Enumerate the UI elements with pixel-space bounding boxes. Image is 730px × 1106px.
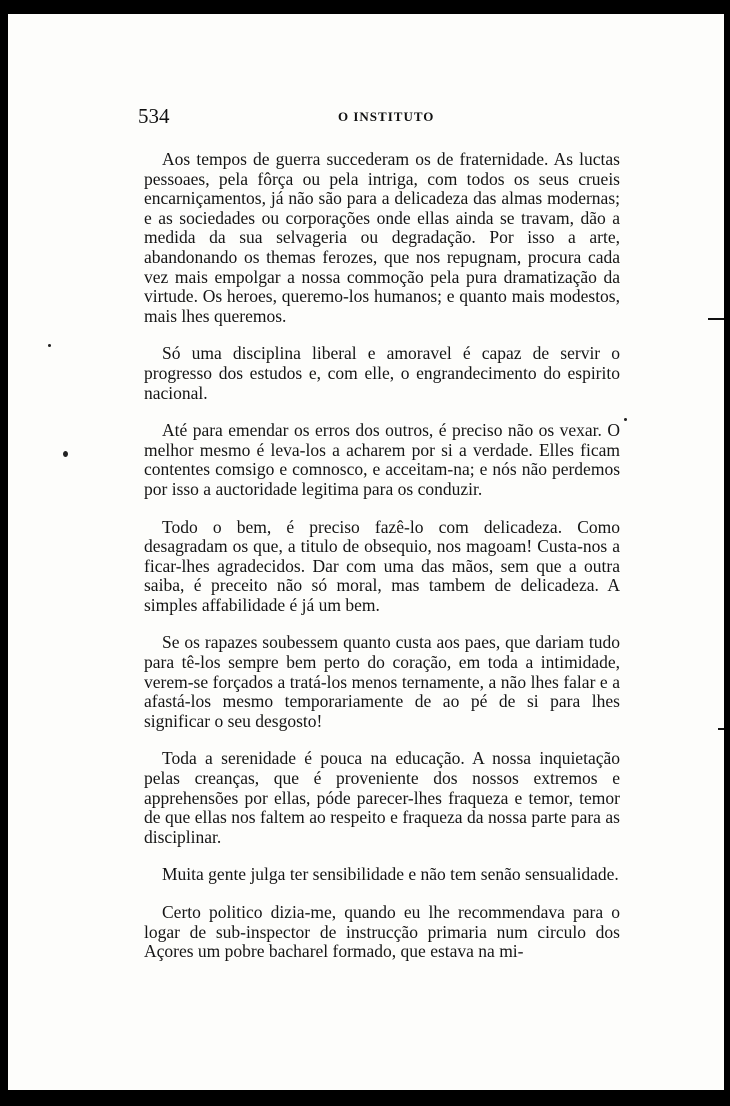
- paragraph: Aos tempos de guerra succederam os de fraternidade. As luctas pessoaes, pela fôrça ou pela intriga, com todos os seus crueis encarniçamentos, já não são para a delicadeza das almas modernas; e as sociedades ou corporações onde ellas ainda se travam, dão a medida da sua selvageria ou degradação. Por isso a arte, abandonando os themas ferozes, que nos repugnam, procura cada vez mais empolgar a nossa commoção pela pura dramatização da virtude. Os heroes, queremo-los humanos; e quanto mais modestos, mais lhes queremos.: [144, 149, 620, 326]
- paragraph: Só uma disciplina liberal e amoravel é capaz de servir o progresso dos estudos e, com elle, o engrandecimento do espirito nacional.: [144, 343, 620, 403]
- paragraph: Toda a serenidade é pouca na educação. A nossa inquietação pelas creanças, que é proveniente dos nossos extremos e apprehensões por ellas, póde parecer-lhes fraqueza e temor, temor de que ellas nos faltem ao respeito e fraqueza da nossa parte para as disciplinar.: [144, 748, 620, 847]
- scan-edge-mark: [718, 728, 724, 730]
- paragraph: Certo politico dizia-me, quando eu lhe recommendava para o logar de sub-inspector de instrucção primaria num circulo dos Açores um pobre bacharel formado, que estava na mi-: [144, 902, 620, 962]
- scan-speck: [63, 451, 68, 457]
- scan-speck: [48, 344, 51, 347]
- paragraph: Se os rapazes soubessem quanto custa aos paes, que dariam tudo para tê-los sempre bem perto do coração, em toda a intimidade, verem-se forçados a tratá-los menos ternamente, a não lhes falar e a afastá-los mesmo temporariamente de ao pé de si para lhes significar o seu desgosto!: [144, 632, 620, 731]
- scan-speck: [624, 418, 627, 421]
- page-number: 534: [138, 104, 170, 128]
- body-text: [144, 150, 620, 962]
- paragraph: Muita gente julga ter sensibilidade e não tem senão sensualidade.: [162, 864, 619, 885]
- scan-edge-mark: [708, 318, 724, 320]
- book-page: [8, 14, 724, 1090]
- page-header: [138, 104, 618, 134]
- paragraph: Até para emendar os erros dos outros, é preciso não os vexar. O melhor mesmo é leva-los a acharem por si a verdade. Elles ficam contentes comsigo e comnosco, e acceitam-na; e nós não perdemos por isso a auctoridade legitima para os conduzir.: [144, 420, 620, 499]
- paragraph: Todo o bem, é preciso fazê-lo com delicadeza. Como desagradam os que, a titulo de obsequio, nos magoam! Custa-nos a ficar-lhes agradecidos. Dar com uma das mãos, sem que a outra saiba, é preceito não só moral, mas tambem de delicadeza. A simples affabilidade é já um bem.: [144, 516, 620, 615]
- running-title: O INSTITUTO: [338, 109, 435, 124]
